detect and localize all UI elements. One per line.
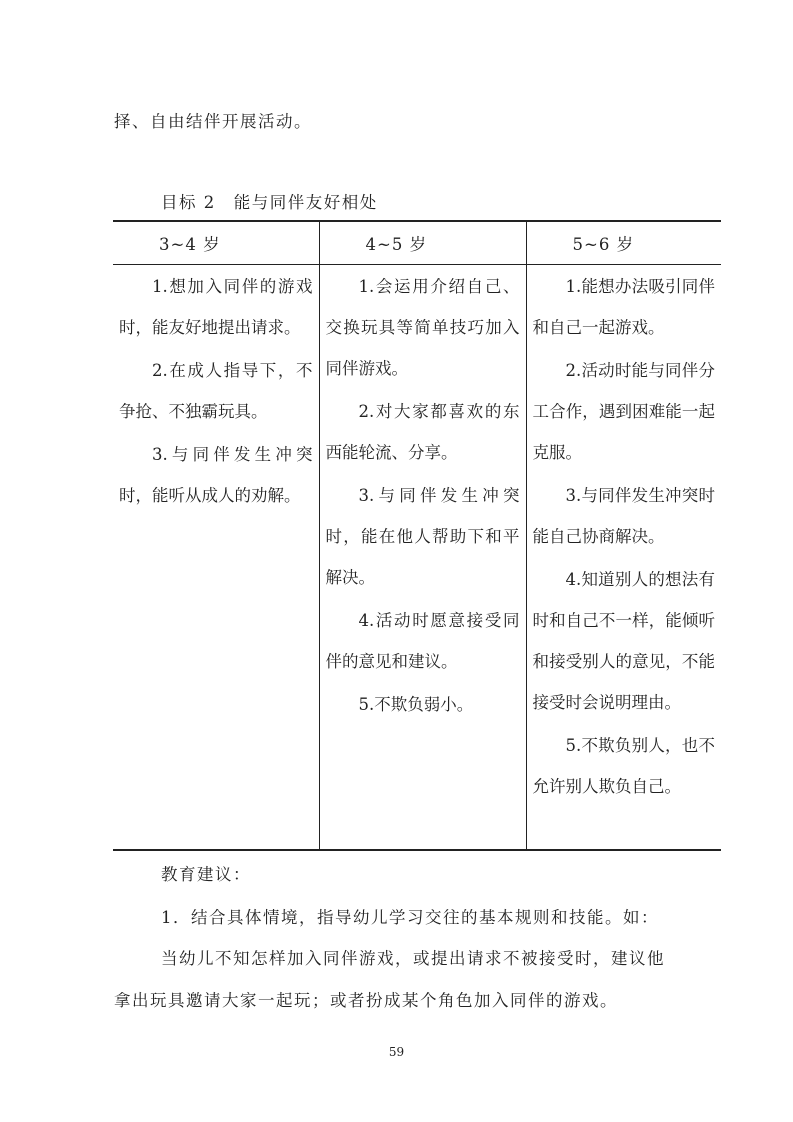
table-header-row: [113, 221, 721, 265]
list-item: 1.想加入同伴的游戏时，能友好地提出请求。: [119, 277, 313, 337]
list-item: 3.与同伴发生冲突时，能听从成人的劝解。: [119, 445, 313, 505]
list-item: 3.与同伴发生冲突时能自己协商解决。: [532, 486, 715, 546]
list-item: 2.对大家都喜欢的东西能轮流、分享。: [325, 402, 520, 462]
advice-item-1-line-3: 拿出玩具邀请大家一起玩；或者扮成某个角色加入同伴的游戏。: [114, 991, 618, 1010]
column-age-3-4: [113, 265, 319, 850]
list-item: 1.能想办法吸引同伴和自己一起游戏。: [532, 277, 715, 337]
column-age-4-5: [319, 265, 526, 850]
goal-table: [113, 220, 721, 851]
advice-heading: 教育建议：: [161, 865, 251, 884]
advice-item-1-line-1: 1．结合具体情境，指导幼儿学习交往的基本规则和技能。如：: [161, 908, 659, 927]
goal-title: 目标 2 能与同伴友好相处: [161, 193, 378, 212]
list-item: 4.知道别人的想法有时和自己不一样，能倾听和接受别人的意见，不能接受时会说明理由。: [532, 570, 715, 712]
list-item: 2.活动时能与同伴分工合作，遇到困难能一起克服。: [532, 361, 715, 462]
list-item: 2.在成人指导下，不争抢、不独霸玩具。: [119, 361, 313, 421]
continued-paragraph-line: 择、自由结伴开展活动。: [114, 112, 312, 131]
list-item: 5.不欺负弱小。: [358, 695, 474, 714]
header-age-3-4: 3~4 岁: [113, 221, 319, 265]
list-item: 3.与同伴发生冲突时，能在他人帮助下和平解决。: [325, 486, 520, 587]
advice-item-1-line-2: 当幼儿不知怎样加入同伴游戏，或提出请求不被接受时，建议他: [161, 949, 665, 968]
list-item: 5.不欺负别人，也不允许别人欺负自己。: [532, 736, 715, 796]
header-age-5-6: 5~6 岁: [526, 221, 721, 265]
page-number: 59: [388, 1045, 405, 1059]
list-item: 1.会运用介绍自己、交换玩具等简单技巧加入同伴游戏。: [325, 277, 520, 378]
list-item: 4.活动时愿意接受同伴的意见和建议。: [325, 611, 520, 671]
column-age-5-6: [526, 265, 721, 850]
table-body-row: [113, 265, 721, 850]
header-age-4-5: 4~5 岁: [319, 221, 526, 265]
